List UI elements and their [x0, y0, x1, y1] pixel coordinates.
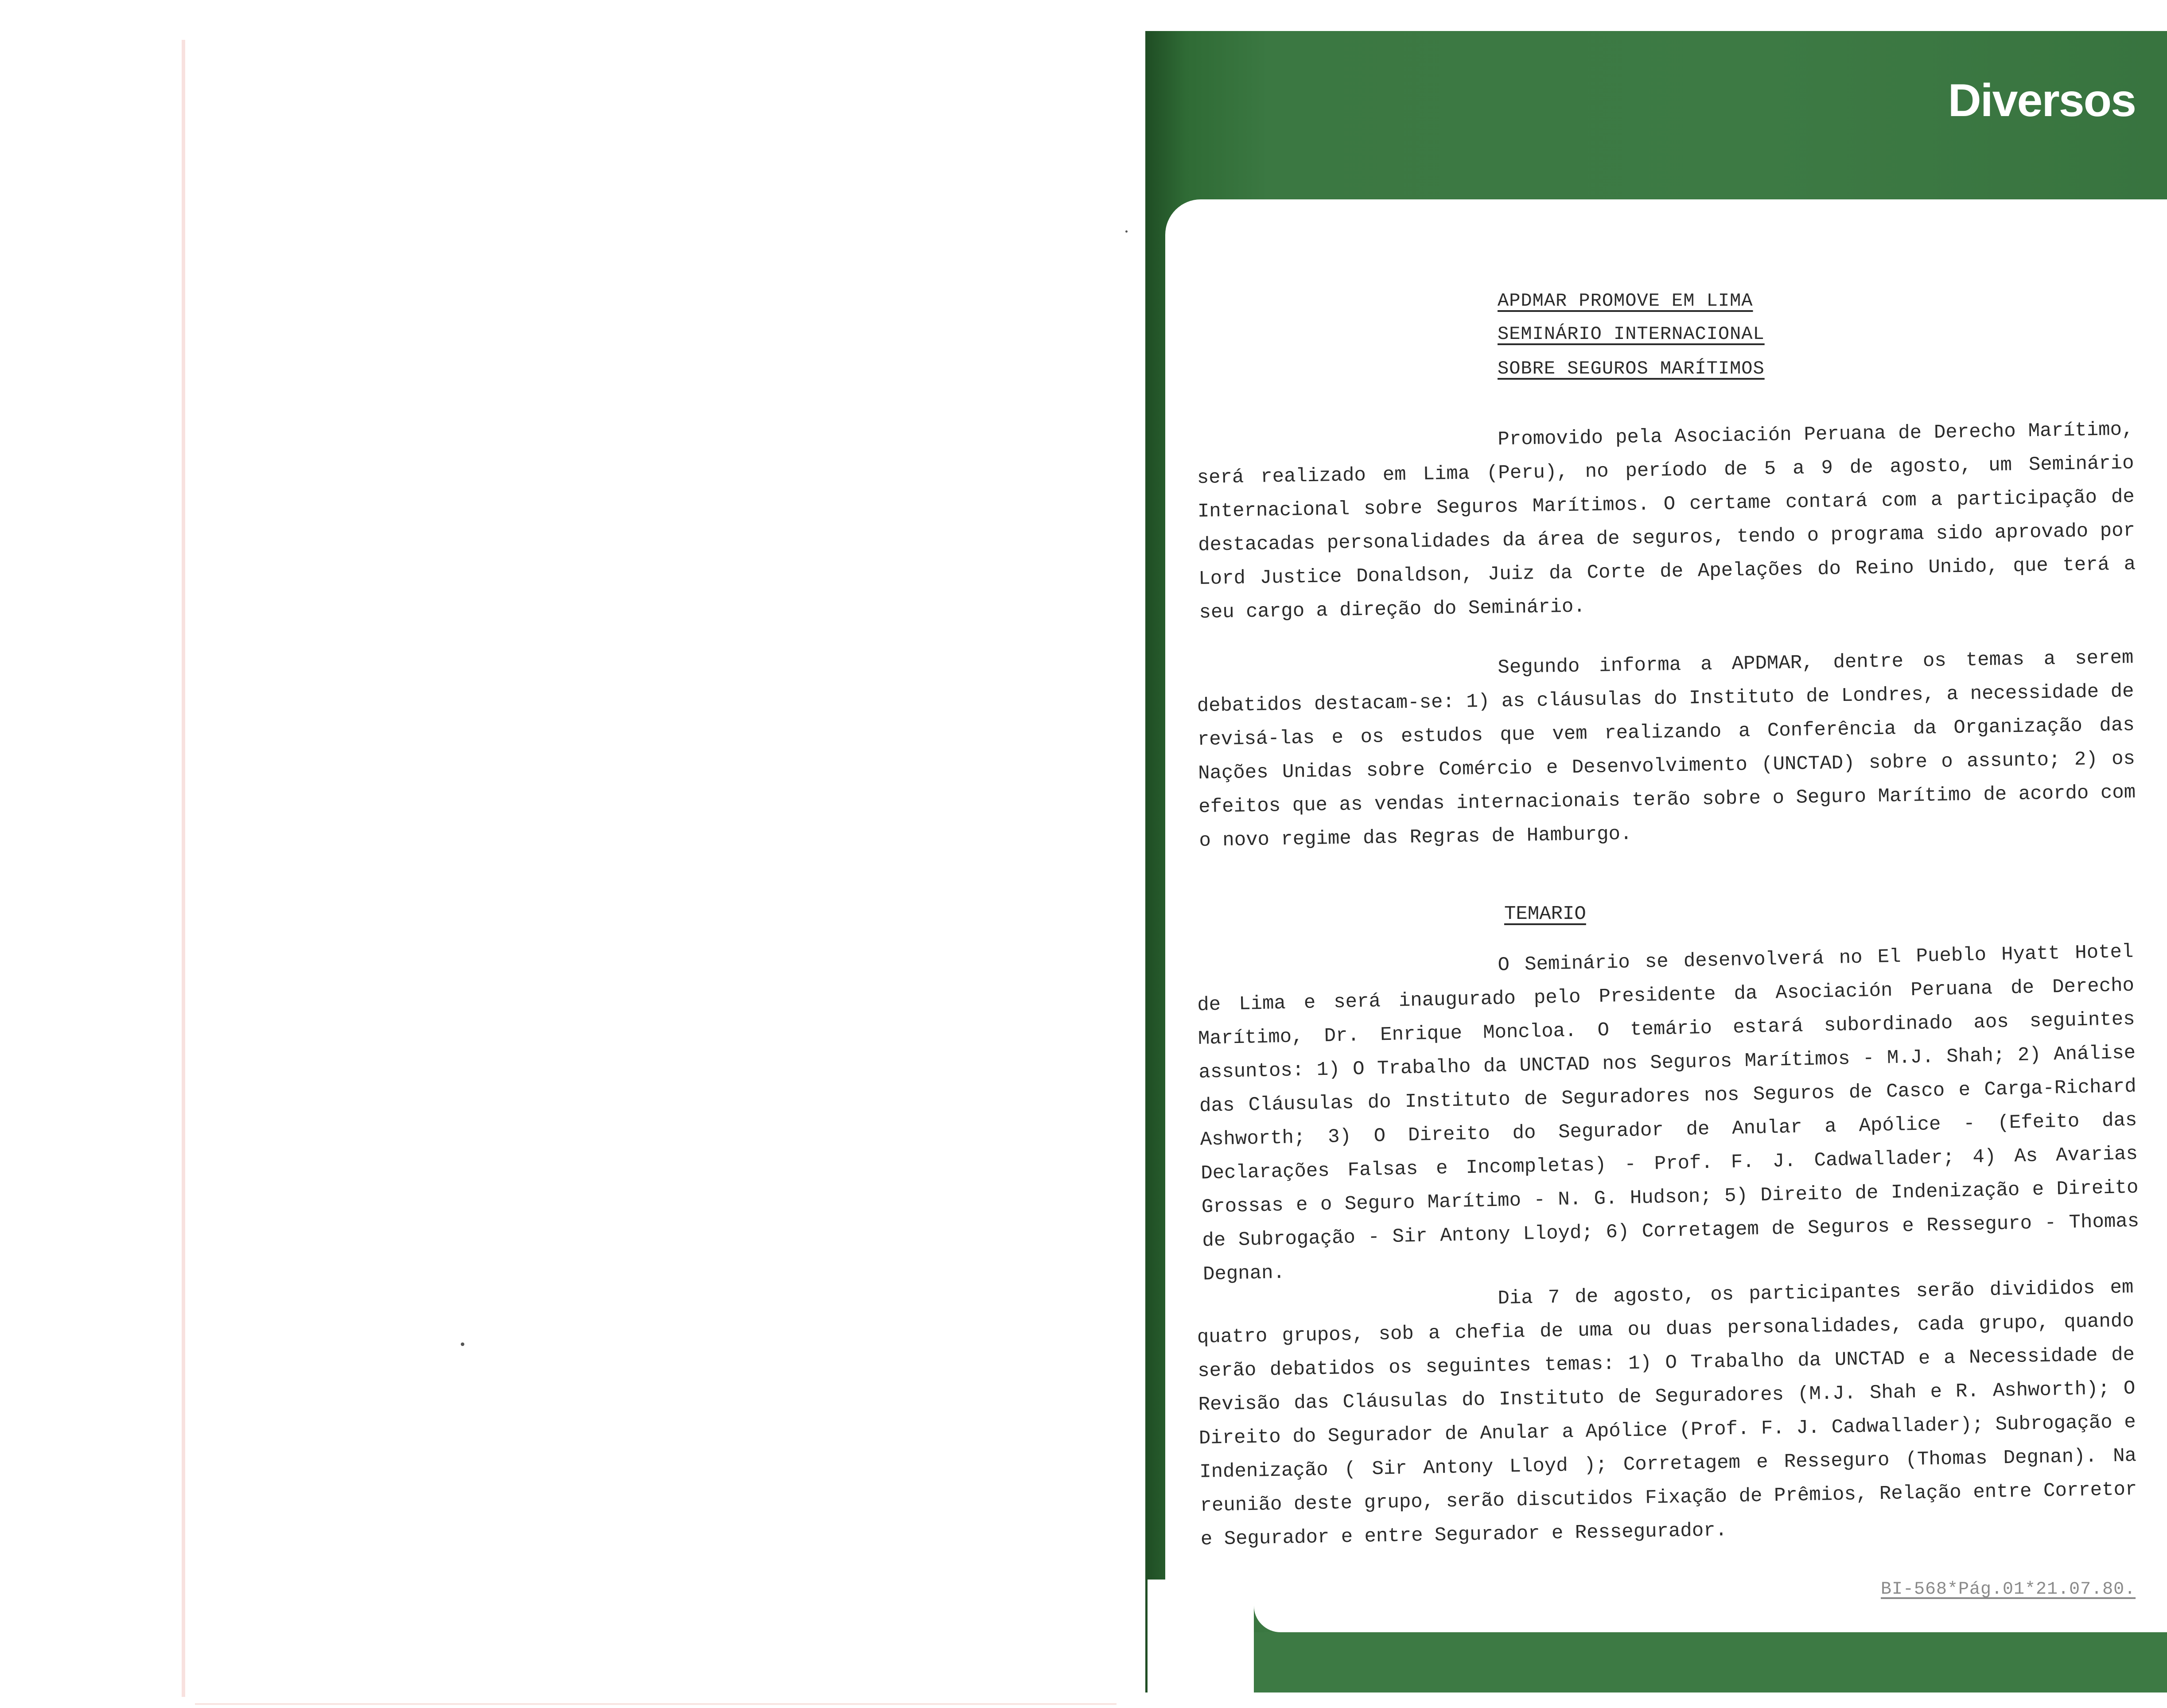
paper-speck [1125, 230, 1128, 233]
article-paragraph-1: Promovido pela Asociación Peruana de Derecho Marítimo, será realizado em Lima (Peru), no período de 5 a 9 de agosto, um Seminário Internacional sobre Seguros Marítimos. O certame contará com a participação de destacadas personalidades da área de seguros, tendo o programa sido aprovado por Lord Justice Donaldson, Juiz da Corte de Apelações do Reino Unido, que terá a seu cargo a direção do Seminário. [1197, 418, 2136, 624]
bulletin-reference: BI-568*Pág.01*21.07.80. [1881, 1580, 2136, 1599]
section-title: Diversos [1948, 75, 2136, 126]
article-title-line-1: APDMAR PROMOVE EM LIMA [1498, 290, 1753, 311]
article-paragraph-4: Dia 7 de agosto, os participantes serão divididos em quatro grupos, sob a chefia de uma ou duas personalidades, cada grupo, quando serão debatidos os seguintes temas: 1) O Trabalho da UNCTAD e a Necessidade de Revisão das Cláusulas do Instituto de Seguradores (M.J. Shah e R. Ashworth); O Direito do Segurador de Anular a Apólice (Prof. F. J. Cadwallader); Subrogação e Indenização ( Sir Antony Lloyd ); Corretagem e Resseguro (Thomas Degnan). Na reunião deste grupo, serão discutidos Fixação de Prêmios, Relação entre Corretor e Segurador e entre Segurador e Ressegurador. [1197, 1276, 2137, 1551]
paper-speck [461, 1342, 464, 1346]
article-paragraph-3: O Seminário se desenvolverá no El Pueblo Hyatt Hotel de Lima e será inaugurado pelo Presidente da Asociación Peruana de Derecho Marítimo, Dr. Enrique Moncloa. O temário estará subordinado aos seguintes assuntos: 1) O Trabalho da UNCTAD nos Seguros Marítimos - M.J. Shah; 2) Análise das Cláusulas do Instituto de Seguradores nos Seguros de Casco e Carga-Richard Ashworth; 3) O Direito do Segurador de Anular a Apólice - (Efeito das Declarações Falsas e Incompletas) - Prof. F. J. Cadwallader; 4) As Avarias Grossas e o Seguro Marítimo - N. G. Hudson; 5) Direito de Indenização e Direito de Subrogação - Sir Antony Lloyd; 6) Corretagem de Seguros e Resseguro - Thomas Degnan. [1197, 941, 2140, 1286]
bottom-card-edge [1254, 1595, 2167, 1632]
page-bottom-edge [195, 1703, 1117, 1705]
article-paragraph-2: Segundo informa a APDMAR, dentre os temas a serem debatidos destacam-se: 1) as cláusulas do Instituto de Londres, a necessidade de revisá-las e os estudos que vem realizando a Conferência da Organização das Nações Unidas sobre Comércio e Desenvolvimento (UNCTAD) sobre o assunto; 2) os efeitos que as vendas internacionais terão sobre o Seguro Marítimo de acordo com o novo regime das Regras de Hamburgo. [1197, 646, 2136, 852]
section-heading-temario: TEMARIO [1504, 903, 1586, 925]
article-title-line-2: SEMINÁRIO INTERNACIONAL [1498, 323, 1765, 345]
bottom-green-band [1254, 1632, 2167, 1692]
article-title-line-3: SOBRE SEGUROS MARÍTIMOS [1498, 358, 1765, 379]
corner-notch [1148, 1580, 1254, 1708]
page-edge-mark [182, 40, 185, 1697]
